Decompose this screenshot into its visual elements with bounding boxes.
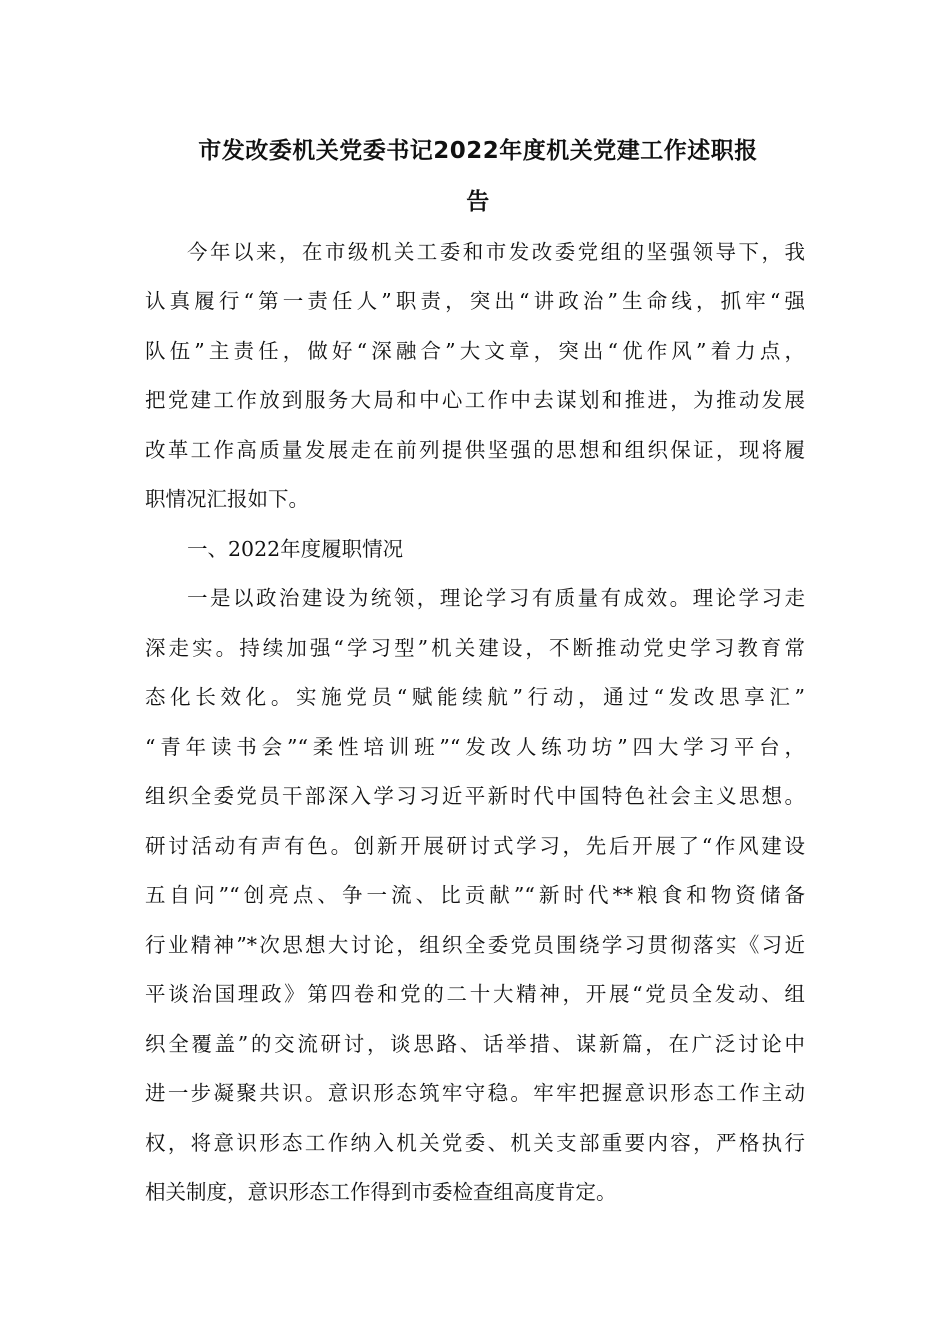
paragraph-2-line-11: 进一步凝聚共识。意识形态筑牢守稳。牢牢把握意识形态工作主动	[145, 1081, 805, 1105]
paragraph-2-line-12: 权，将意识形态工作纳入机关党委、机关支部重要内容，严格执行	[145, 1131, 805, 1155]
paragraph-1-line-4: 把党建工作放到服务大局和中心工作中去谋划和推进，为推动发展	[145, 388, 805, 412]
paragraph-1-line-3: 队伍”主责任，做好“深融合”大文章，突出“优作风”着力点，	[145, 339, 805, 363]
paragraph-2-line-6: 研讨活动有声有色。创新开展研讨式学习，先后开展了“作风建设	[145, 834, 805, 858]
paragraph-2-line-10: 织全覆盖”的交流研讨，谈思路、话举措、谋新篇，在广泛讨论中	[145, 1032, 805, 1056]
paragraph-2-line-8: 行业精神”*次思想大讨论，组织全委党员围绕学习贯彻落实《习近	[145, 933, 805, 957]
document-title-line-1: 市发改委机关党委书记2022年度机关党建工作述职报	[198, 138, 758, 164]
paragraph-1-line-1: 今年以来，在市级机关工委和市发改委党组的坚强领导下，我	[187, 240, 805, 264]
paragraph-1-line-2: 认真履行“第一责任人”职责，突出“讲政治”生命线，抓牢“强	[145, 289, 805, 313]
document-title-line-2: 告	[466, 189, 490, 215]
paragraph-2-line-5: 组织全委党员干部深入学习习近平新时代中国特色社会主义思想。	[145, 784, 805, 808]
paragraph-1-line-6: 职情况汇报如下。	[145, 487, 309, 511]
section-1-heading: 一、2022年度履职情况	[187, 537, 404, 561]
paragraph-2-line-3: 态化长效化。实施党员“赋能续航”行动，通过“发改思享汇”	[145, 685, 805, 709]
paragraph-2-line-2: 深走实。持续加强“学习型”机关建设，不断推动党史学习教育常	[145, 636, 805, 660]
paragraph-2-line-13: 相关制度，意识形态工作得到市委检查组高度肯定。	[145, 1180, 617, 1204]
paragraph-2-line-9: 平谈治国理政》第四卷和党的二十大精神，开展“党员全发动、组	[145, 982, 805, 1006]
paragraph-1-line-5: 改革工作高质量发展走在前列提供坚强的思想和组织保证，现将履	[145, 438, 805, 462]
paragraph-2-line-1: 一是以政治建设为统领，理论学习有质量有成效。理论学习走	[187, 586, 805, 610]
paragraph-2-line-7: 五自问”“创亮点、争一流、比贡献”“新时代**粮食和物资储备	[145, 883, 805, 907]
paragraph-2-line-4: “青年读书会”“柔性培训班”“发改人练功坊”四大学习平台，	[145, 735, 805, 759]
